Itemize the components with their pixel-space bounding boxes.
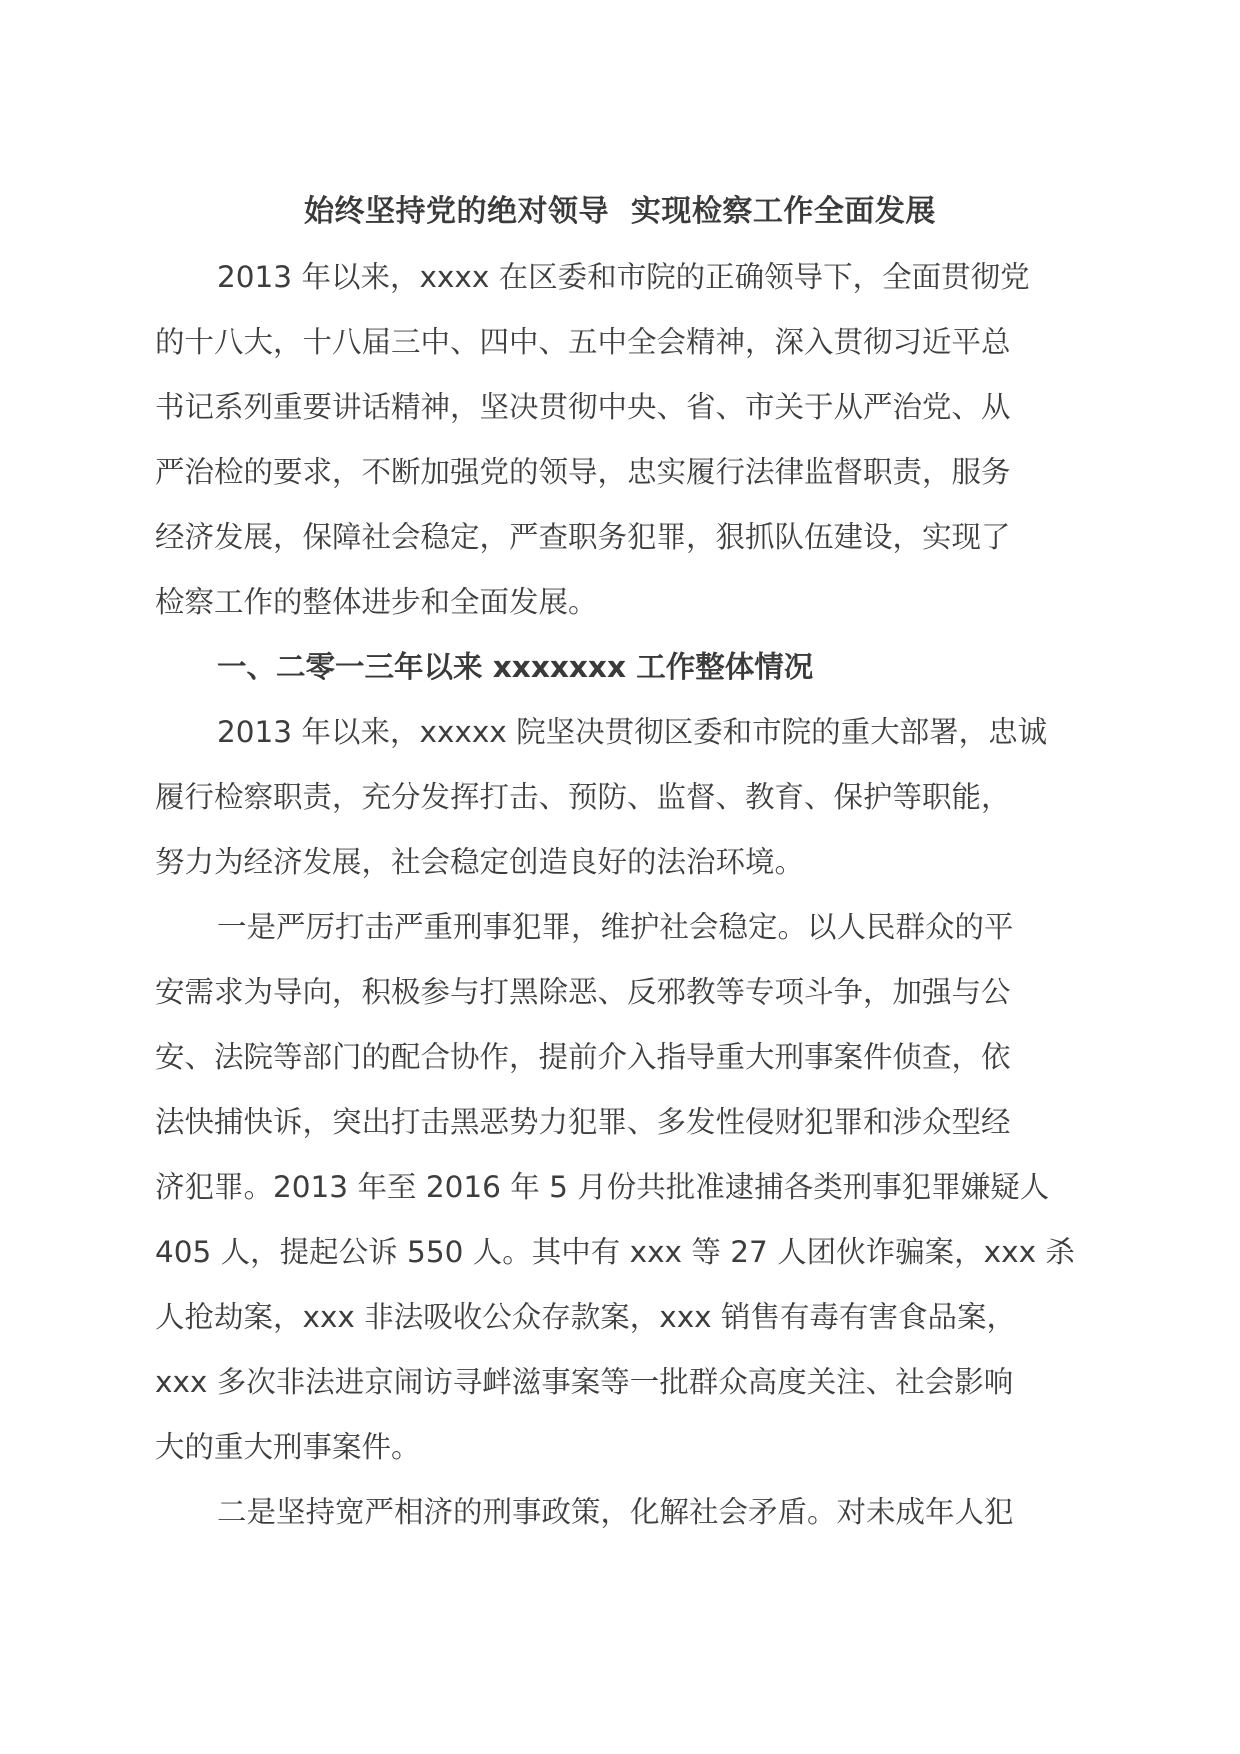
paragraph-line: 大的重大刑事案件。 (155, 1430, 421, 1464)
section-heading: 一、二零一三年以来 xxxxxxx 工作整体情况 (217, 650, 814, 684)
paragraph-line: 2013 年以来，xxxxx 院坚决贯彻区委和市院的重大部署，忠诚 (217, 715, 1048, 749)
paragraph-line: 的十八大，十八届三中、四中、五中全会精神，深入贯彻习近平总 (155, 325, 1011, 359)
paragraph-line: 法快捕快诉，突出打击黑恶势力犯罪、多发性侵财犯罪和涉众型经 (155, 1105, 1011, 1139)
paragraph-line: 努力为经济发展，社会稳定创造良好的法治环境。 (155, 845, 805, 879)
paragraph-line: 安需求为导向，积极参与打黑除恶、反邪教等专项斗争，加强与公 (155, 975, 1011, 1009)
paragraph-line: 2013 年以来，xxxx 在区委和市院的正确领导下，全面贯彻党 (217, 260, 1030, 294)
paragraph-line: 405 人，提起公诉 550 人。其中有 xxx 等 27 人团伙诈骗案，xxx 杀 (155, 1235, 1075, 1269)
paragraph-line: xxx 多次非法进京闹访寻衅滋事案等一批群众高度关注、社会影响 (155, 1365, 1014, 1399)
paragraph-line: 二是坚持宽严相济的刑事政策，化解社会矛盾。对未成年人犯 (217, 1495, 1014, 1529)
paragraph-line: 履行检察职责，充分发挥打击、预防、监督、教育、保护等职能， (155, 780, 1011, 814)
paragraph-line: 济犯罪。2013 年至 2016 年 5 月份共批准逮捕各类刑事犯罪嫌疑人 (155, 1170, 1050, 1204)
document-title: 始终坚持党的绝对领导 实现检察工作全面发展 (304, 194, 936, 229)
paragraph-line: 安、法院等部门的配合协作，提前介入指导重大刑事案件侦查，依 (155, 1040, 1011, 1074)
paragraph-line: 书记系列重要讲话精神，坚决贯彻中央、省、市关于从严治党、从 (155, 390, 1011, 424)
paragraph-line: 一是严厉打击严重刑事犯罪，维护社会稳定。以人民群众的平 (217, 910, 1014, 944)
paragraph-line: 人抢劫案，xxx 非法吸收公众存款案，xxx 销售有毒有害食品案， (155, 1300, 1017, 1334)
document-body (155, 245, 1085, 1545)
paragraph-line: 检察工作的整体进步和全面发展。 (155, 585, 598, 619)
paragraph-line: 严治检的要求，不断加强党的领导，忠实履行法律监督职责，服务 (155, 455, 1011, 489)
paragraph-line: 经济发展，保障社会稳定，严查职务犯罪，狠抓队伍建设，实现了 (155, 520, 1011, 554)
